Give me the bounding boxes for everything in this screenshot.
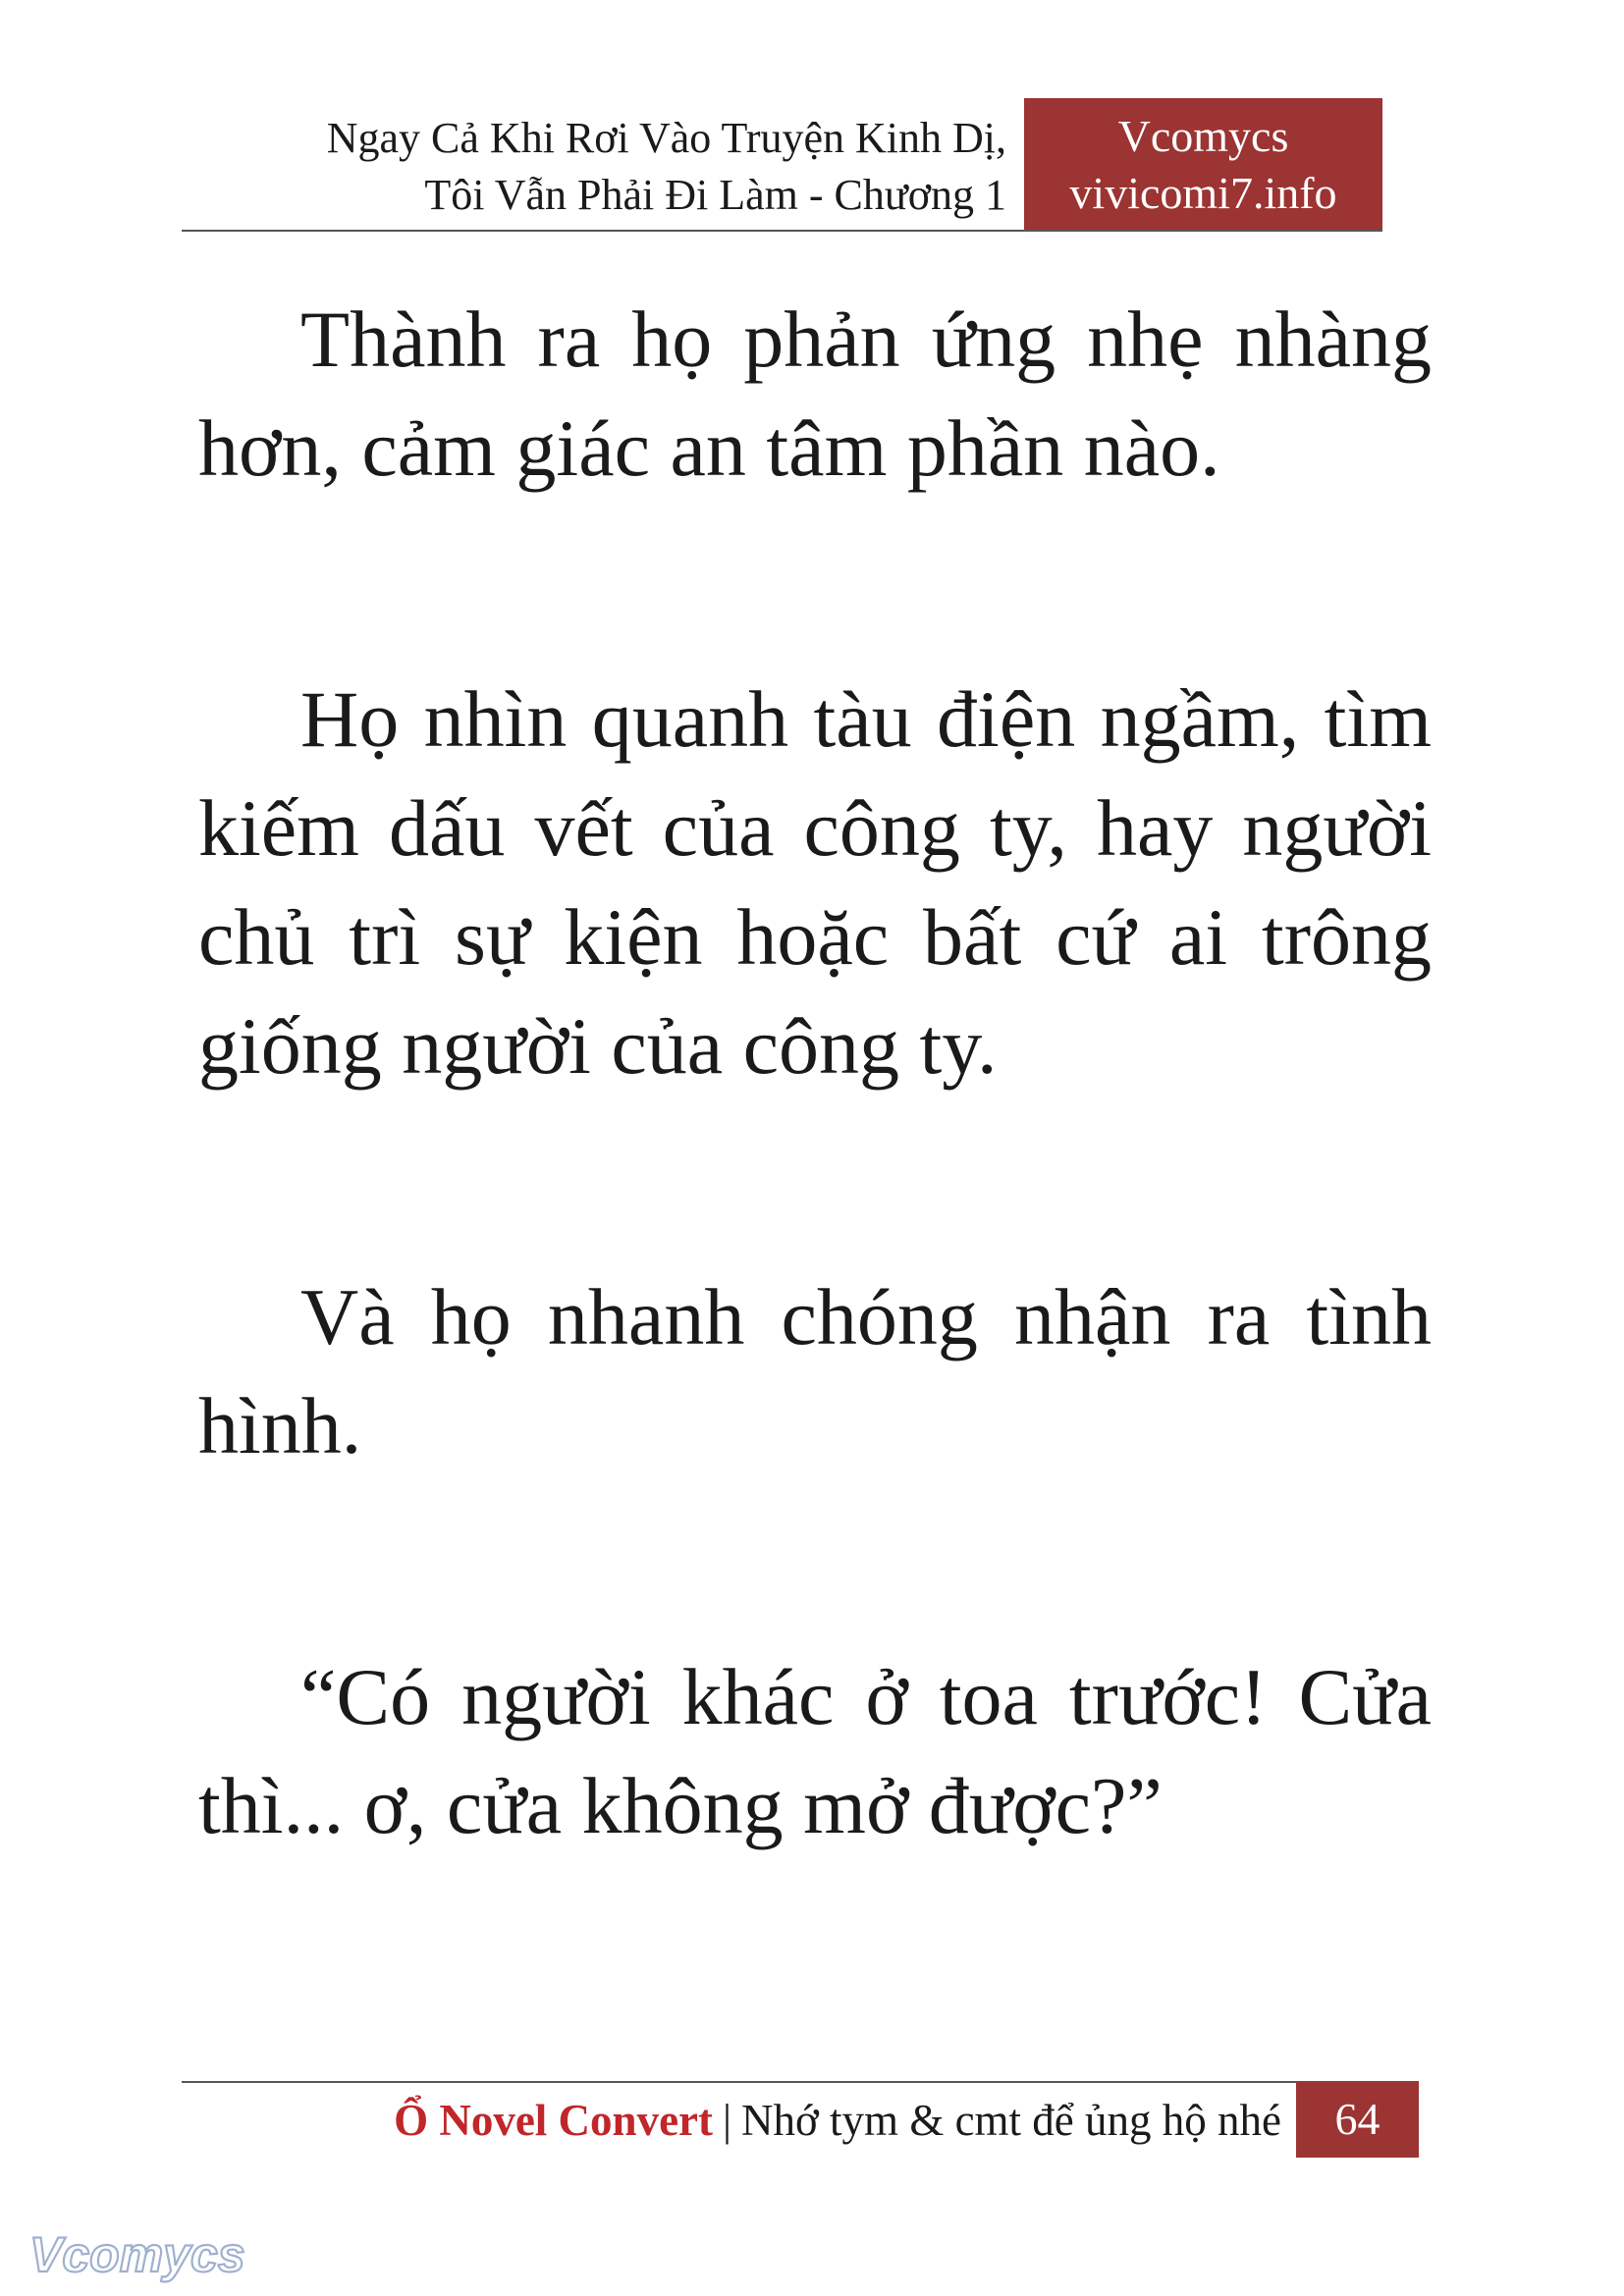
paragraph-2: Họ nhìn quanh tàu điện ngầm, tìm kiếm dấu vết của công ty, hay người chủ trì sự kiện hoặc bất cứ ai trông giống người của công ty. — [198, 674, 1432, 1091]
watermark-logo — [26, 2220, 251, 2289]
header-title — [182, 110, 1006, 224]
page-number: 64 — [1296, 2081, 1419, 2158]
footer-separator: | — [723, 2096, 732, 2145]
paragraph-3: Và họ nhanh chóng nhận ra tình hình. — [198, 1272, 1432, 1470]
header-badge-line2: vivicomi7.info — [1069, 168, 1337, 218]
paragraph-4: “Có người khác ở toa trước! Cửa thì... ơ, cửa không mở được?” — [198, 1652, 1432, 1850]
footer-divider — [182, 2081, 1299, 2083]
header-title-line1: Ngay Cả Khi Rơi Vào Truyện Kinh Dị, — [326, 114, 1006, 162]
header-title-line2: Tôi Vẫn Phải Đi Làm - Chương 1 — [424, 171, 1006, 219]
footer-text — [182, 2091, 1281, 2150]
header-badge-line1: Vcomycs — [1117, 111, 1289, 161]
header-badge — [1024, 98, 1382, 232]
header-divider — [182, 230, 1382, 232]
paragraph-1: Thành ra họ phản ứng nhẹ nhàng hơn, cảm giác an tâm phần nào. — [198, 294, 1432, 493]
page-content — [198, 285, 1432, 1860]
svg-text:Vcomycs: Vcomycs — [29, 2227, 245, 2282]
footer-note: Nhớ tym & cmt để ủng hộ nhé — [741, 2096, 1281, 2145]
footer-brand: Ổ Novel Convert — [394, 2096, 713, 2145]
